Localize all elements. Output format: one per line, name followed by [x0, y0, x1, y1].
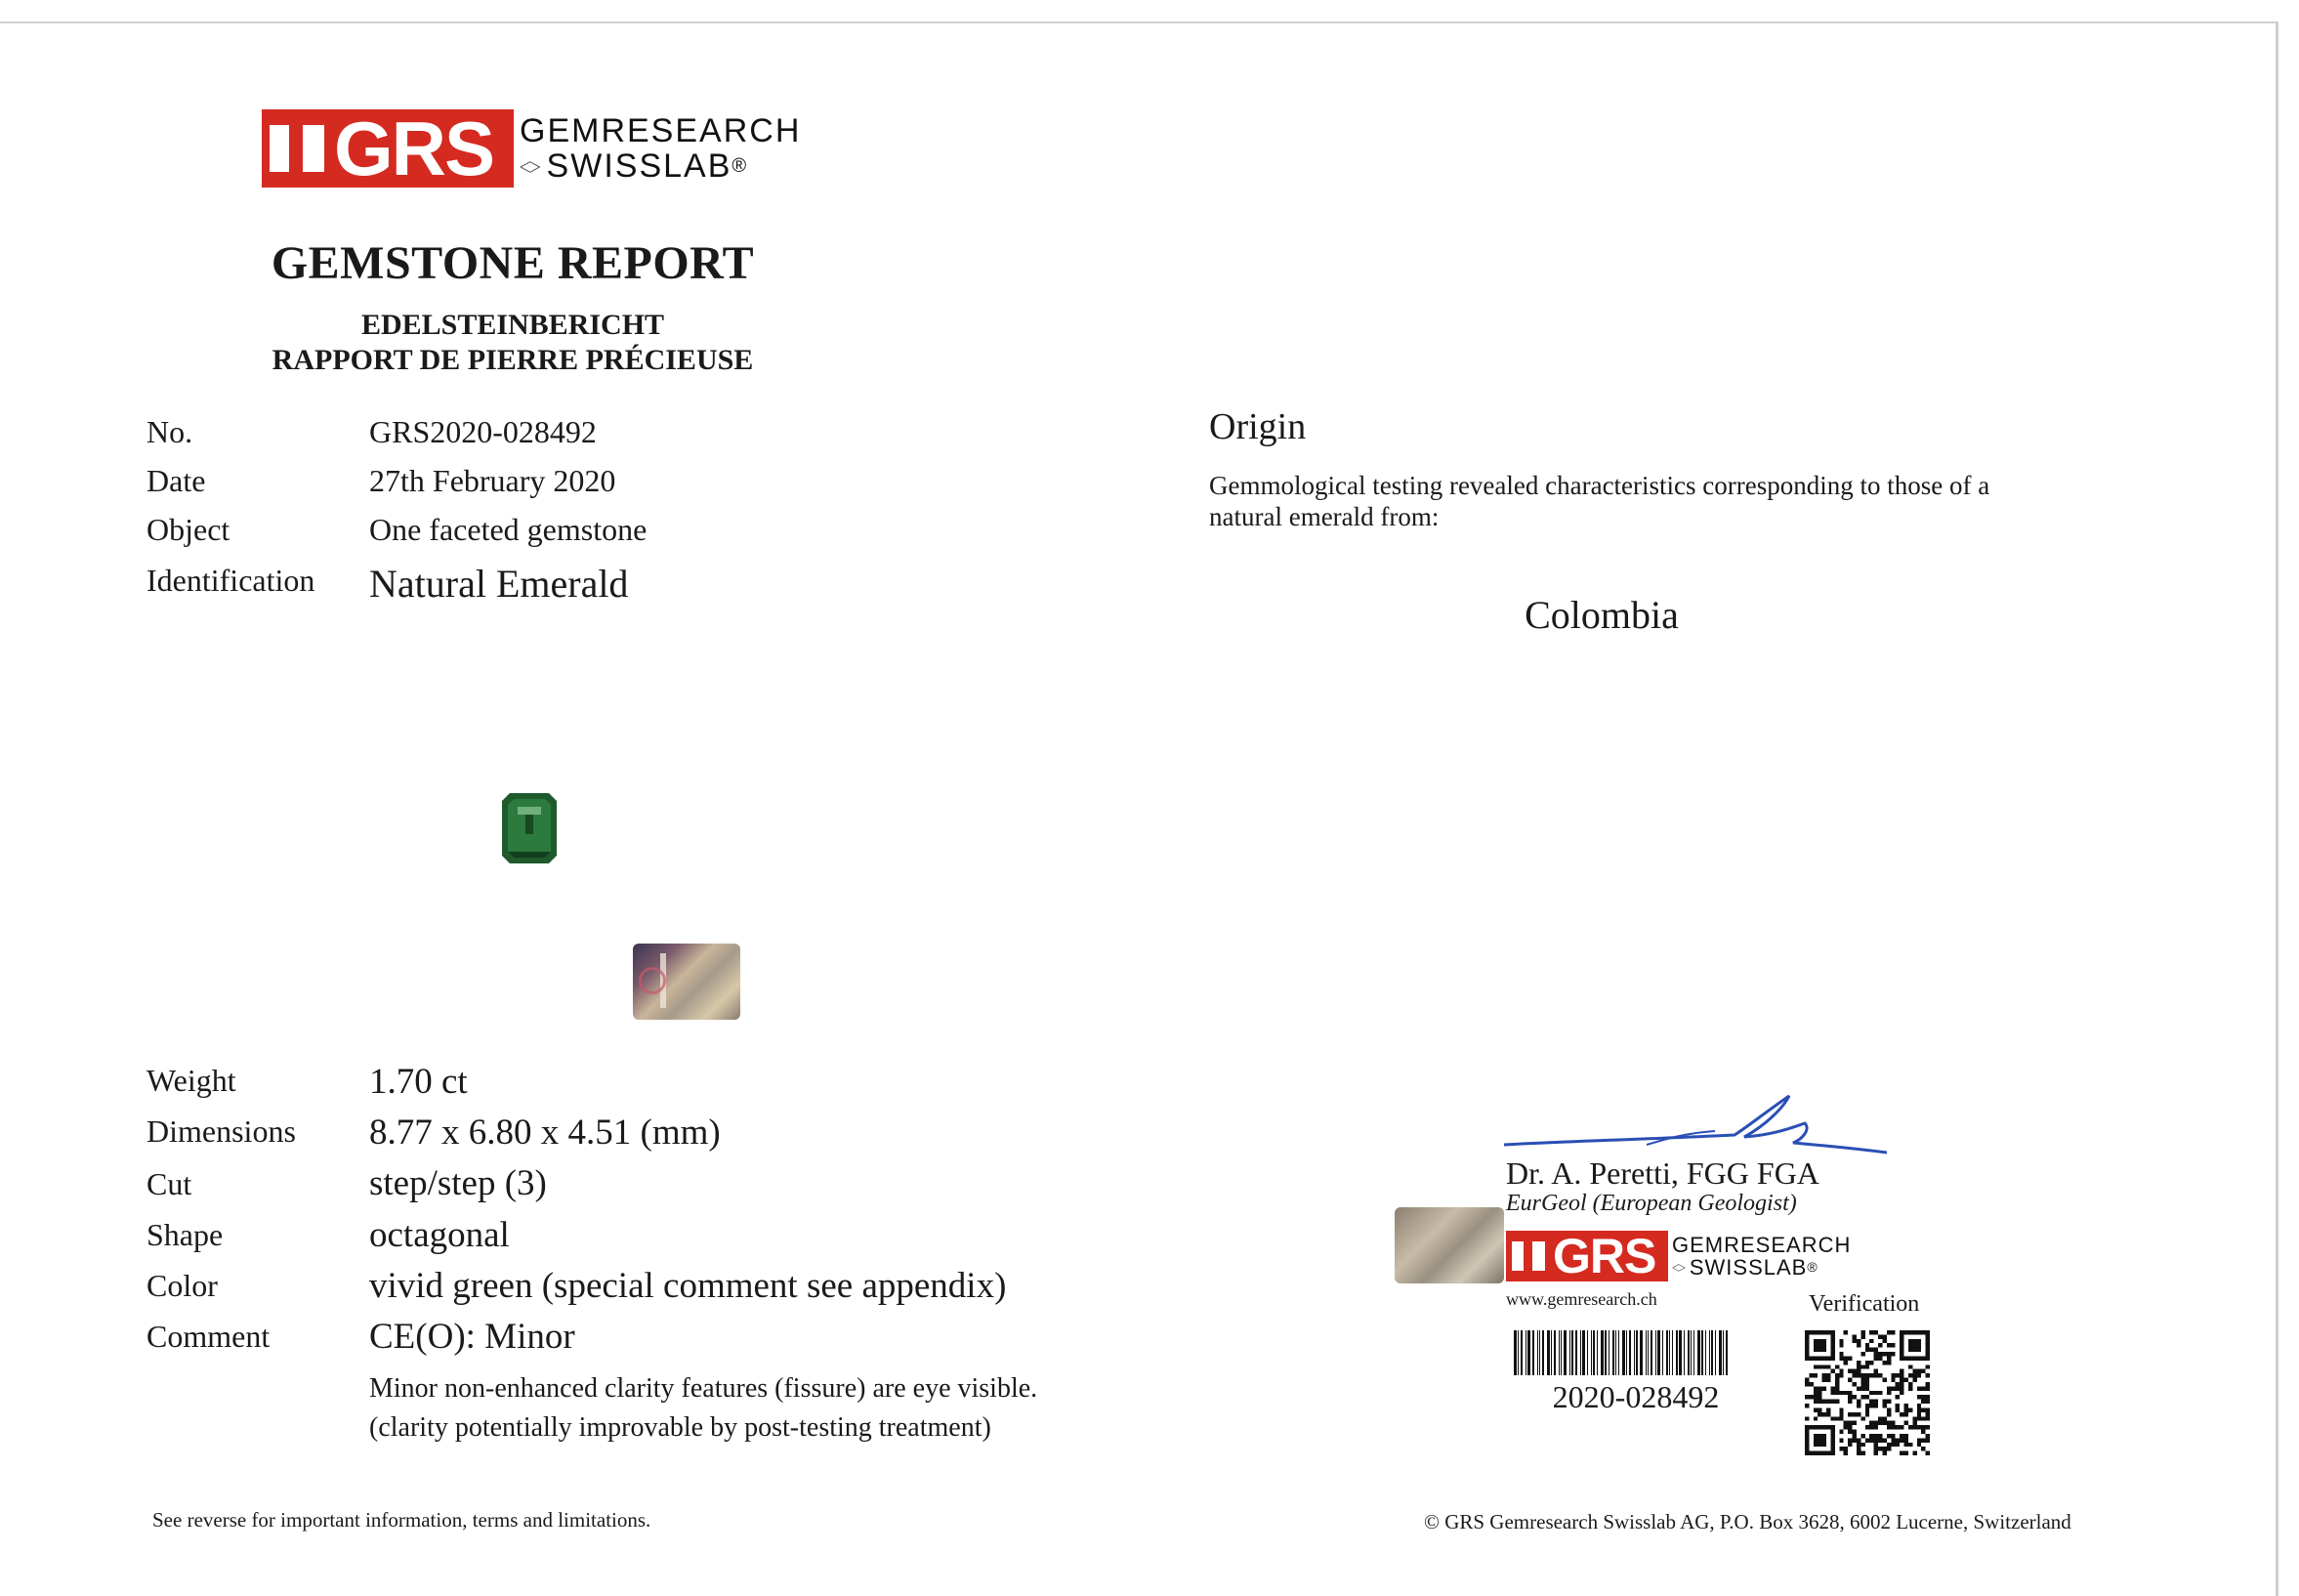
barcode-bar	[1640, 1330, 1643, 1375]
barcode-bar	[1666, 1330, 1668, 1375]
barcode-bar	[1591, 1330, 1592, 1375]
grs-red-block-small	[1506, 1231, 1668, 1281]
wordmark-line1: GEMRESEARCH	[520, 112, 802, 149]
page-edge	[2276, 21, 2278, 1596]
barcode-bar	[1693, 1330, 1694, 1375]
barcode-bar	[1601, 1330, 1604, 1375]
barcode-bar	[1569, 1330, 1570, 1375]
barcode-bar	[1527, 1330, 1530, 1375]
dimensions-label: Dimensions	[146, 1113, 296, 1149]
grs-logo	[262, 105, 802, 191]
weight-label: Weight	[146, 1063, 236, 1098]
signatory-title: EurGeol (European Geologist)	[1506, 1191, 1797, 1216]
barcode-bar	[1593, 1330, 1595, 1375]
swiss-cross-icon	[270, 125, 324, 172]
no-value: GRS2020-028492	[369, 414, 597, 449]
comment-line-2: (clarity potentially improvable by post-testing treatment)	[369, 1412, 991, 1443]
barcode-bar	[1514, 1330, 1517, 1375]
barcode-bar	[1701, 1330, 1703, 1375]
barcode-bar	[1554, 1330, 1556, 1375]
cut-value: step/step (3)	[369, 1163, 547, 1203]
barcode-bar	[1587, 1330, 1588, 1375]
report-subtitle-fr: RAPPORT DE PIERRE PRÉCIEUSE	[272, 344, 754, 376]
verification-label: Verification	[1809, 1291, 1920, 1317]
barcode-bar	[1539, 1330, 1540, 1375]
hologram-seal	[1395, 1207, 1504, 1283]
no-label: No.	[146, 414, 193, 449]
barcode	[1514, 1330, 1760, 1375]
barcode-bar	[1521, 1330, 1523, 1375]
footer-note: See reverse for important information, terms and limitations.	[152, 1508, 651, 1532]
barcode-bar	[1547, 1330, 1550, 1375]
origin-heading: Origin	[1209, 406, 1307, 447]
barcode-bar	[1657, 1330, 1660, 1375]
barcode-bar	[1651, 1330, 1652, 1375]
object-label: Object	[146, 512, 230, 547]
barcode-bar	[1518, 1330, 1519, 1375]
color-value: vivid green (special comment see appendix)	[369, 1266, 1007, 1306]
identification-label: Identification	[146, 563, 315, 598]
wordmark-small-line2: SWISSLAB	[1689, 1255, 1808, 1280]
barcode-bar	[1618, 1330, 1619, 1375]
cut-label: Cut	[146, 1166, 192, 1201]
barcode-bar	[1669, 1330, 1670, 1375]
barcode-bar	[1648, 1330, 1649, 1375]
comment-value: CE(O): Minor	[369, 1317, 575, 1357]
qr-code-icon	[1805, 1330, 1930, 1455]
registered-mark: ®	[732, 155, 749, 177]
grs-brand-small: GRS	[1553, 1229, 1656, 1283]
registered-mark-small: ®	[1807, 1259, 1818, 1275]
footer-copyright: © GRS Gemresearch Swisslab AG, P.O. Box 3628, 6002 Lucerne, Switzerland	[1424, 1510, 2071, 1533]
grs-brand: GRS	[334, 105, 494, 191]
barcode-bar	[1688, 1330, 1690, 1375]
website: www.gemresearch.ch	[1506, 1289, 1657, 1309]
barcode-bar	[1597, 1330, 1598, 1375]
barcode-bar	[1542, 1330, 1544, 1375]
barcode-bar	[1626, 1330, 1627, 1375]
barcode-bar	[1622, 1330, 1625, 1375]
barcode-bar	[1582, 1330, 1585, 1375]
comment-label: Comment	[146, 1319, 271, 1354]
top-rule	[0, 21, 2276, 23]
barcode-bar	[1612, 1330, 1614, 1375]
gemstone-photo	[502, 793, 557, 863]
emerald-image	[502, 793, 557, 863]
barcode-bar	[1575, 1330, 1577, 1375]
gemresearch-swisslab-wordmark	[520, 113, 801, 184]
barcode-bar	[1679, 1330, 1682, 1375]
barcode-bar	[1629, 1330, 1631, 1375]
grs-red-block	[262, 105, 514, 191]
barcode-bar	[1655, 1330, 1656, 1375]
wordmark-line2: SWISSLAB	[546, 147, 732, 185]
hologram-sticker	[633, 944, 740, 1020]
barcode-bar	[1662, 1330, 1663, 1375]
comment-line-1: Minor non-enhanced clarity features (fissure) are eye visible.	[369, 1373, 1038, 1404]
identification-value: Natural Emerald	[369, 562, 629, 606]
object-value: One faceted gemstone	[369, 512, 648, 547]
origin-country: Colombia	[1525, 593, 1679, 637]
barcode-bar	[1705, 1330, 1706, 1375]
barcode-bar	[1672, 1330, 1673, 1375]
barcode-bar	[1537, 1330, 1538, 1375]
barcode-bar	[1709, 1330, 1710, 1375]
report-title: GEMSTONE REPORT	[271, 237, 755, 289]
barcode-bar	[1697, 1330, 1700, 1375]
shape-label: Shape	[146, 1217, 224, 1252]
barcode-bar	[1551, 1330, 1552, 1375]
barcode-bar	[1615, 1330, 1616, 1375]
date-label: Date	[146, 463, 206, 498]
barcode-bar	[1564, 1330, 1567, 1375]
barcode-bar	[1691, 1330, 1692, 1375]
weight-value: 1.70 ct	[369, 1062, 468, 1102]
barcode-bar	[1605, 1330, 1607, 1375]
barcode-bar	[1571, 1330, 1573, 1375]
barcode-bar	[1715, 1330, 1716, 1375]
diamond-icon: ◇	[520, 157, 543, 175]
dimensions-value: 8.77 x 6.80 x 4.51 (mm)	[369, 1113, 721, 1153]
barcode-bar	[1711, 1330, 1713, 1375]
shape-value: octagonal	[369, 1215, 510, 1255]
barcode-bar	[1532, 1330, 1534, 1375]
barcode-bar	[1559, 1330, 1560, 1375]
barcode-bar	[1719, 1330, 1722, 1375]
wordmark-small-line1: GEMRESEARCH	[1672, 1233, 1852, 1257]
wordmark-small	[1672, 1234, 1851, 1279]
date-value: 27th February 2020	[369, 463, 616, 498]
signatory-name: Dr. A. Peretti, FGG FGA	[1506, 1155, 1819, 1191]
barcode-bar	[1684, 1330, 1685, 1375]
color-label: Color	[146, 1268, 218, 1303]
barcode-bar	[1676, 1330, 1678, 1375]
barcode-number: 2020-028492	[1552, 1379, 1720, 1414]
barcode-bar	[1561, 1330, 1562, 1375]
barcode-bar	[1723, 1330, 1724, 1375]
barcode-bar	[1646, 1330, 1647, 1375]
swiss-cross-icon	[1512, 1241, 1545, 1271]
barcode-bar	[1634, 1330, 1635, 1375]
grs-logo-small	[1506, 1231, 1851, 1281]
barcode-bar	[1580, 1330, 1581, 1375]
barcode-bar	[1636, 1330, 1638, 1375]
diamond-icon: ◇	[1672, 1261, 1687, 1273]
signature-image	[1500, 1090, 1891, 1160]
report-subtitle-de: EDELSTEINBERICHT	[360, 309, 665, 341]
barcode-bar	[1726, 1330, 1728, 1375]
origin-text: Gemmological testing revealed characteristics corresponding to those of a natural emerald from:	[1209, 471, 1990, 531]
